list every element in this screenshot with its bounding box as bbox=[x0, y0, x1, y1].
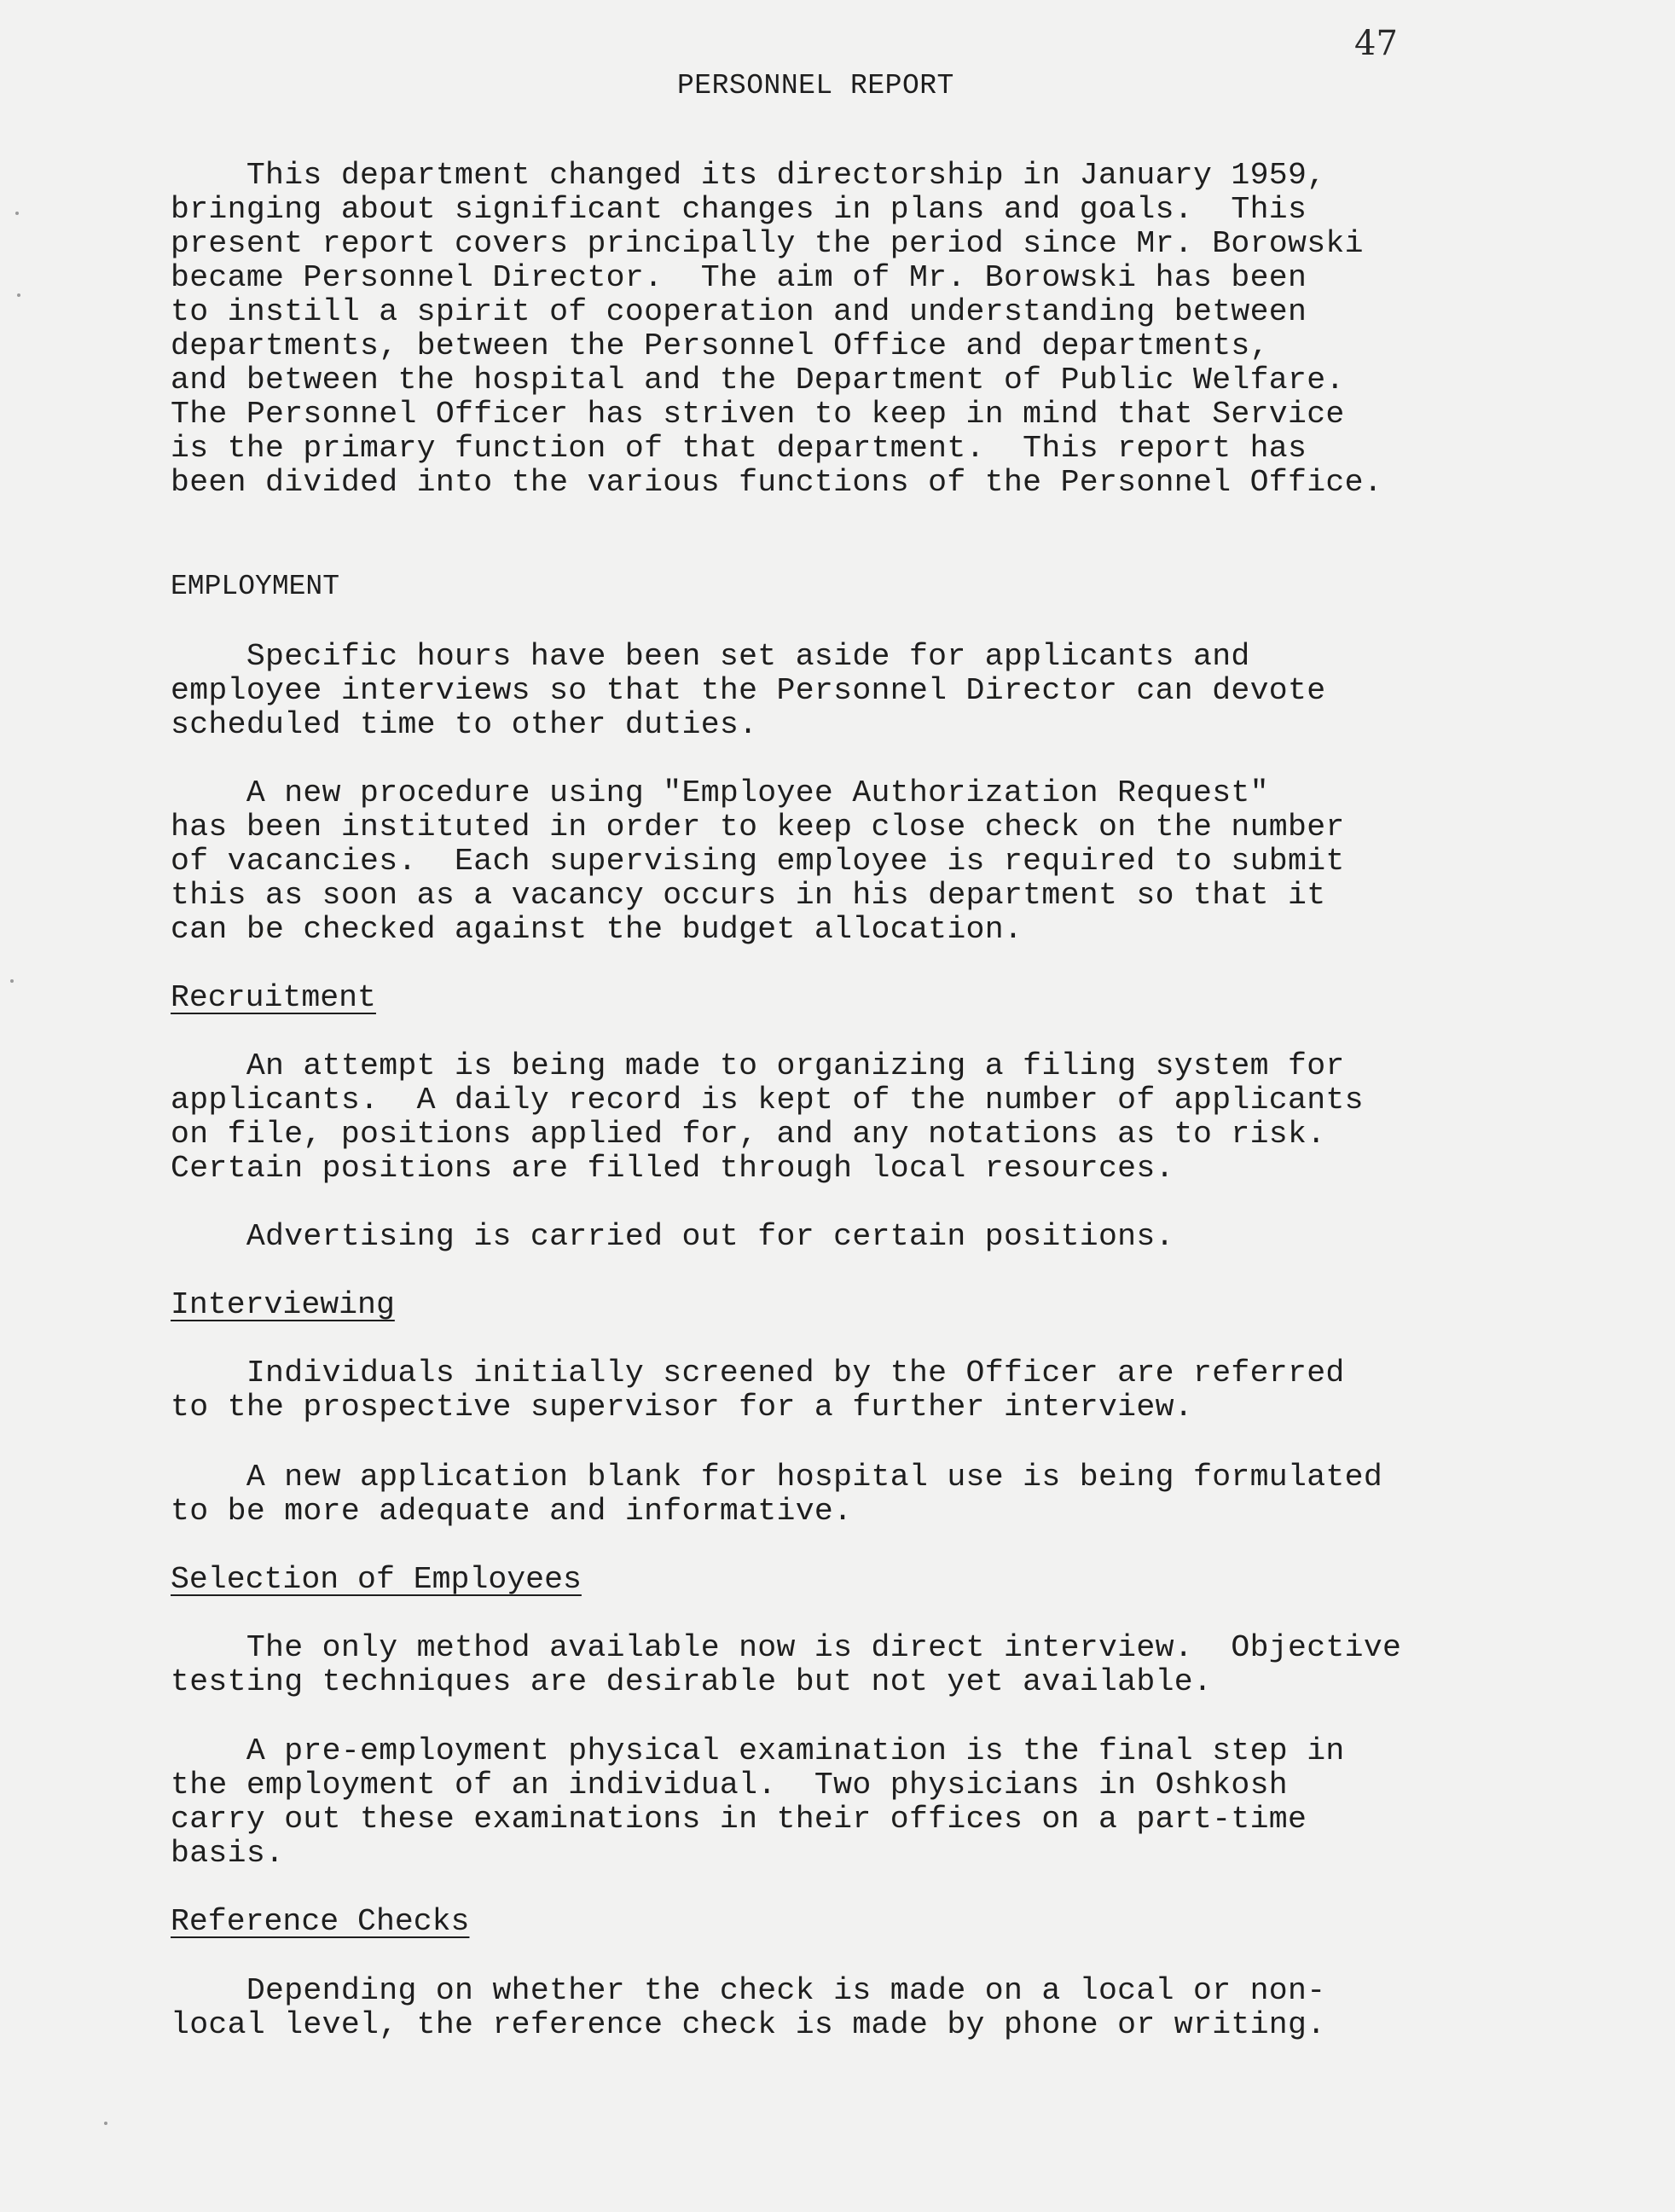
text-line: to instill a spirit of cooperation and understanding between bbox=[171, 294, 1307, 329]
text-line: This department changed its directorship in January 1959, bbox=[171, 158, 1326, 193]
interviewing-paragraph-1 bbox=[171, 1356, 1569, 1425]
scan-speck bbox=[104, 2122, 107, 2125]
text-line: scheduled time to other duties. bbox=[171, 707, 758, 742]
text-line: Certain positions are filled through local resources. bbox=[171, 1151, 1174, 1186]
recruitment-paragraph-1 bbox=[171, 1049, 1569, 1186]
section-heading-interviewing: Interviewing bbox=[171, 1287, 395, 1322]
text-line: to the prospective supervisor for a further interview. bbox=[171, 1390, 1193, 1425]
text-line: of vacancies. Each supervising employee is required to submit bbox=[171, 844, 1345, 879]
text-line: An attempt is being made to organizing a filing system for bbox=[171, 1048, 1345, 1083]
employment-paragraph-1 bbox=[171, 640, 1569, 742]
employment-paragraph-2 bbox=[171, 776, 1569, 947]
text-line: basis. bbox=[171, 1836, 285, 1871]
text-line: applicants. A daily record is kept of the number of applicants bbox=[171, 1083, 1364, 1118]
intro-paragraph bbox=[171, 159, 1569, 500]
text-line: A new application blank for hospital use is being formulated bbox=[171, 1460, 1383, 1495]
text-line: been divided into the various functions of the Personnel Office. bbox=[171, 465, 1383, 500]
selection-paragraph-1 bbox=[171, 1631, 1569, 1699]
text-line: A pre-employment physical examination is the final step in bbox=[171, 1733, 1345, 1768]
section-heading-selection: Selection of Employees bbox=[171, 1562, 582, 1597]
text-line: local level, the reference check is made by phone or writing. bbox=[171, 2007, 1326, 2042]
text-line: on file, positions applied for, and any notations as to risk. bbox=[171, 1117, 1326, 1152]
text-line: The only method available now is direct interview. Objective bbox=[171, 1630, 1402, 1665]
scan-speck bbox=[10, 979, 14, 983]
scan-speck bbox=[15, 212, 19, 215]
text-line: employee interviews so that the Personnel Director can devote bbox=[171, 673, 1326, 708]
text-line: A new procedure using "Employee Authorization Request" bbox=[171, 775, 1269, 810]
scan-speck bbox=[17, 293, 20, 297]
section-heading-recruitment: Recruitment bbox=[171, 980, 376, 1015]
page-title: PERSONNEL REPORT bbox=[677, 70, 954, 102]
text-line: Depending on whether the check is made on a local or non- bbox=[171, 1973, 1326, 2008]
interviewing-heading-wrap bbox=[171, 1288, 1569, 1322]
text-line: has been instituted in order to keep close check on the number bbox=[171, 810, 1345, 845]
reference-heading-wrap bbox=[171, 1905, 1569, 1939]
recruitment-paragraph-2 bbox=[171, 1220, 1569, 1254]
text-line: the employment of an individual. Two physicians in Oshkosh bbox=[171, 1768, 1289, 1803]
text-line: to be more adequate and informative. bbox=[171, 1494, 853, 1529]
text-line: Advertising is carried out for certain positions. bbox=[171, 1219, 1174, 1254]
recruitment-heading-wrap bbox=[171, 981, 1569, 1015]
text-line: Individuals initially screened by the Officer are referred bbox=[171, 1356, 1345, 1390]
text-line: became Personnel Director. The aim of Mr. Borowski has been bbox=[171, 260, 1307, 295]
text-line: carry out these examinations in their offices on a part-time bbox=[171, 1802, 1307, 1837]
text-line: bringing about significant changes in plans and goals. This bbox=[171, 192, 1307, 227]
section-heading-employment: EMPLOYMENT bbox=[171, 571, 340, 602]
text-line: departments, between the Personnel Office and departments, bbox=[171, 328, 1269, 363]
text-line: testing techniques are desirable but not yet available. bbox=[171, 1664, 1213, 1699]
text-line: this as soon as a vacancy occurs in his department so that it bbox=[171, 878, 1326, 913]
selection-heading-wrap bbox=[171, 1563, 1569, 1597]
text-line: is the primary function of that department. This report has bbox=[171, 431, 1307, 466]
reference-paragraph-1 bbox=[171, 1974, 1569, 2042]
interviewing-paragraph-2 bbox=[171, 1460, 1569, 1529]
text-line: Specific hours have been set aside for applicants and bbox=[171, 639, 1250, 674]
text-line: can be checked against the budget allocation. bbox=[171, 912, 1023, 947]
text-line: and between the hospital and the Department of Public Welfare. bbox=[171, 363, 1345, 398]
section-heading-reference-checks: Reference Checks bbox=[171, 1904, 470, 1939]
selection-paragraph-2 bbox=[171, 1734, 1569, 1871]
text-line: present report covers principally the period since Mr. Borowski bbox=[171, 226, 1364, 261]
page-number: 47 bbox=[1354, 24, 1398, 63]
employment-heading-wrap bbox=[171, 570, 1569, 604]
text-line: The Personnel Officer has striven to keep in mind that Service bbox=[171, 397, 1345, 432]
